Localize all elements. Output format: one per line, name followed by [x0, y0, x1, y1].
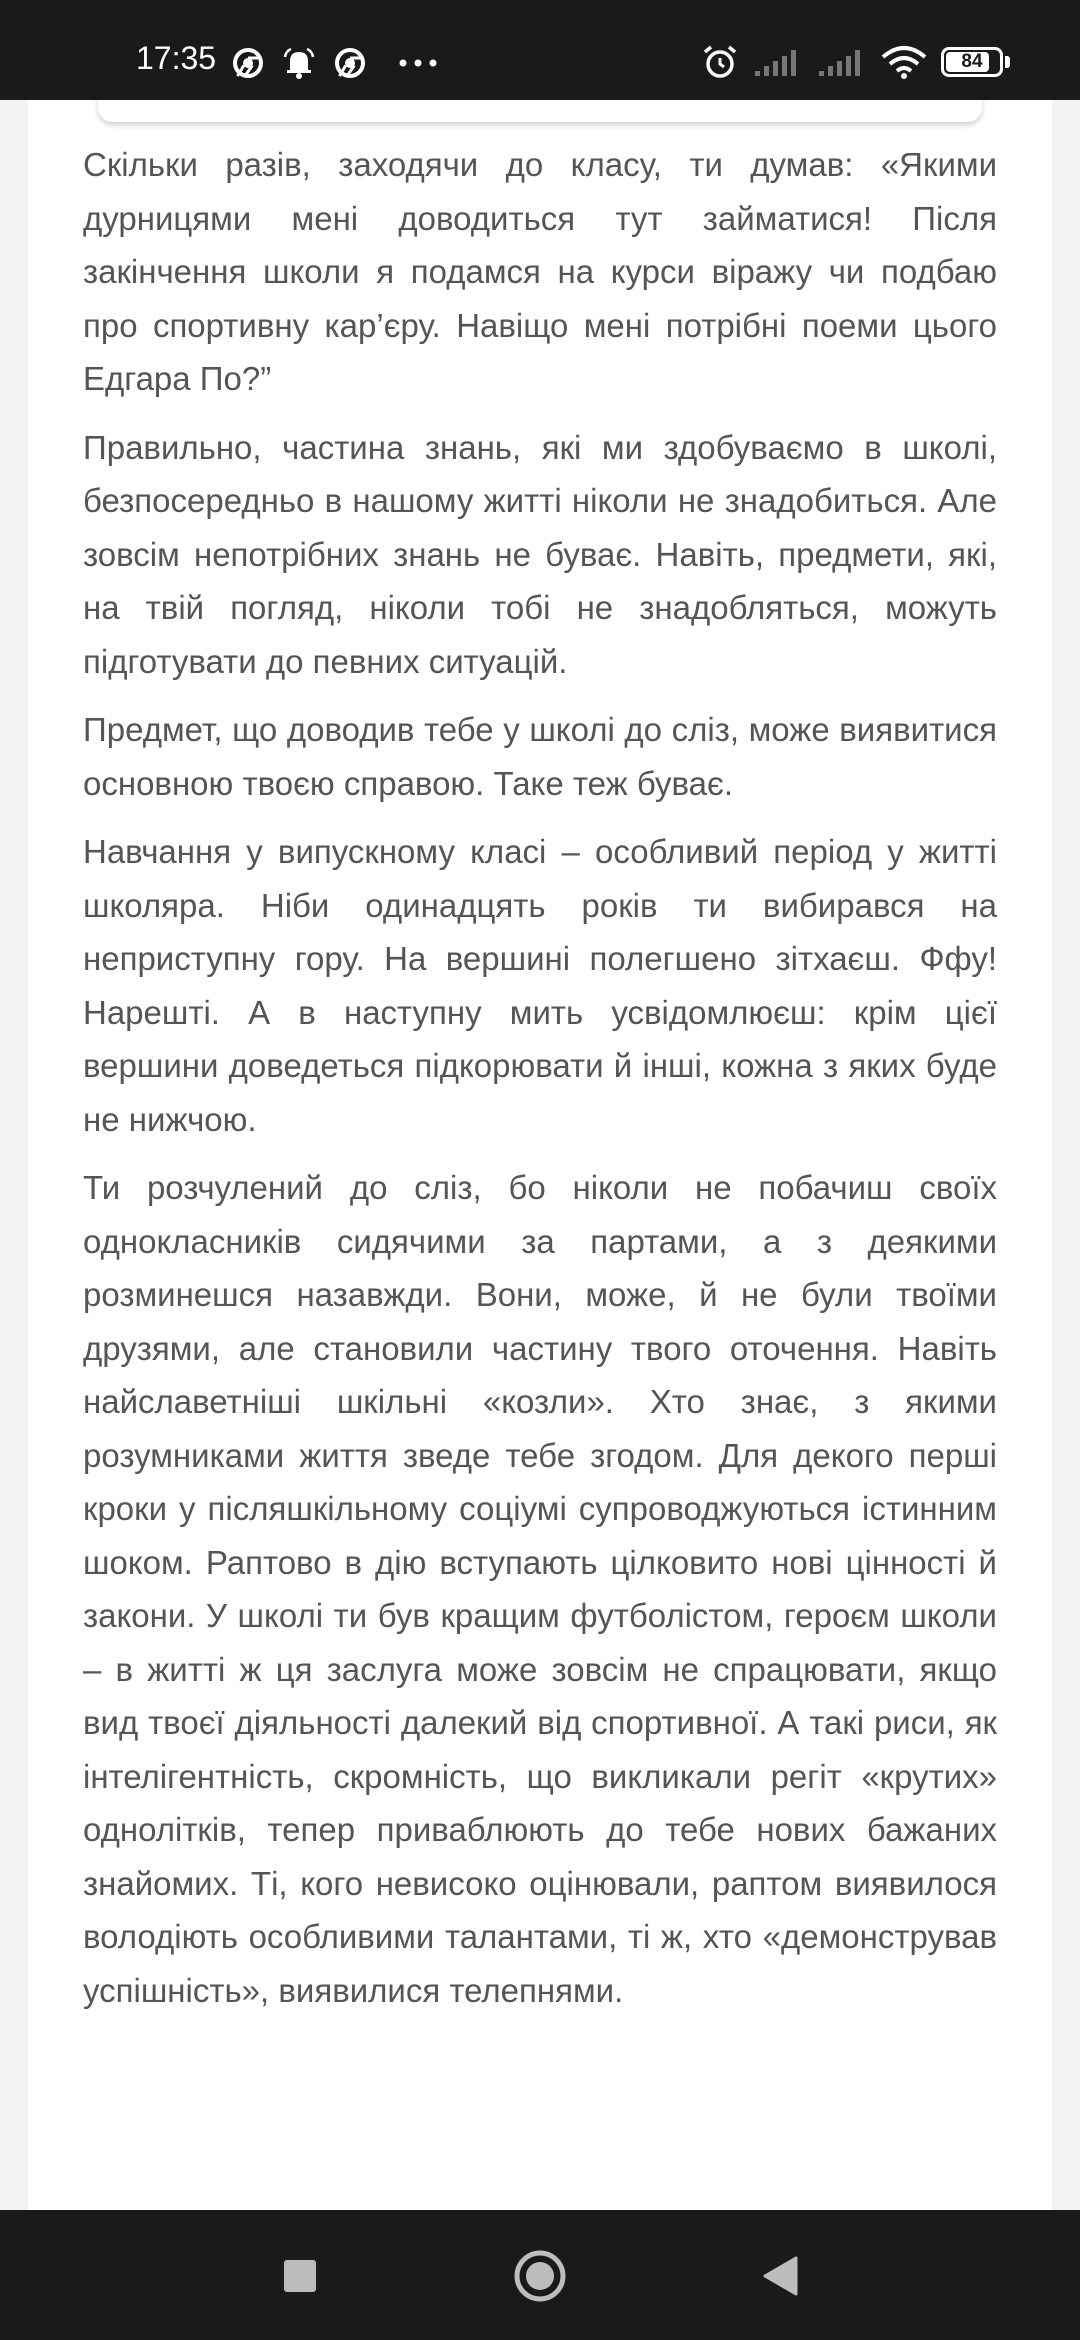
battery-icon — [941, 47, 1003, 77]
status-time: 17:35 — [136, 40, 217, 76]
article-paragraph: Предмет, що доводив тебе у школі до сліз, може виявитися основною твоєю справою. Таке теж буває. — [83, 711, 997, 802]
square-icon — [283, 2259, 317, 2293]
home-button[interactable] — [510, 2246, 570, 2306]
more-dots-icon — [398, 58, 438, 68]
article-paragraph: Ти розчулений до сліз, бо ніколи не побачиш своїх однокласників сидячими за партами, а з деякими розминешся назавжди. Вони, може, й не були твоїми друзями, але становили частину твого оточення. Навіть найславетніші шкільні «козли». Хто знає, з якими розумниками життя зведе тебе згодом. Для декого перші кроки у післяшкільному соціумі супроводжуються істинним шоком. Раптово в дію вступають цілковито нові цінності й закони. У школі ти був кращим футболістом, героєм школи – в житті ж ця заслуга може зовсім не спрацювати, якщо вид твоєї діяльності далекий від спортивної. А такі риси, як інтелігентність, скромність, що викликали регіт «крутих» однолітків, тепер приваблюють до тебе нових бажаних знайомих. Ті, кого невисоко оцінювали, раптом виявилося володіють особливими талантами, ті ж, хто «демонстрував успішність», виявилися телепнями. — [83, 1169, 997, 2009]
article-paragraph: Скільки разів, заходячи до класу, ти думав: «Якими дурницями мені доводиться тут займатися! Після закінчення школи я подамся на курси віражу чи подбаю про спортивну кар’єру. Навіщо мені потрібні поеми цього Едгара По?” — [83, 146, 997, 397]
chrome-icon — [334, 47, 366, 79]
signal-icon — [753, 47, 803, 77]
chrome-icon — [232, 47, 264, 79]
battery-nub — [1005, 56, 1010, 68]
alarm-bell-icon — [282, 47, 316, 79]
alarm-clock-icon — [701, 44, 739, 80]
article-body — [83, 138, 997, 2032]
navigation-bar — [0, 2210, 1080, 2340]
article-paragraph: Навчання у випускному класі – особливий період у житті школяра. Ніби одинадцять років ти вибирався на неприступну гору. На вершині полегшено зітхаєш. Ффу! Нарешті. А в наступну мить усвідомлюєш: крім цієї вершини доведеться підкорювати й інші, кожна з яких буде не нижчою. — [83, 833, 997, 1138]
system-icons — [701, 44, 1010, 80]
signal-icon — [817, 47, 867, 77]
recent-apps-button[interactable] — [270, 2246, 330, 2306]
article-paragraph: Правильно, частина знань, які ми здобуваємо в школі, безпосередньо в нашому житті ніколи не знадобиться. Але зовсім непотрібних знань не буває. Навіть, предмети, які, на твій погляд, ніколи тобі не знадобляться, можуть підготувати до певних ситуацій. — [83, 428, 997, 680]
notification-icons — [232, 46, 438, 80]
back-button[interactable] — [750, 2246, 810, 2306]
web-page[interactable] — [28, 100, 1052, 2210]
battery-level: 84 — [961, 51, 983, 72]
wifi-icon — [881, 45, 927, 79]
back-triangle-icon — [762, 2256, 798, 2296]
header-card — [98, 100, 982, 122]
status-bar — [0, 0, 1080, 100]
home-circle-icon — [513, 2249, 567, 2303]
